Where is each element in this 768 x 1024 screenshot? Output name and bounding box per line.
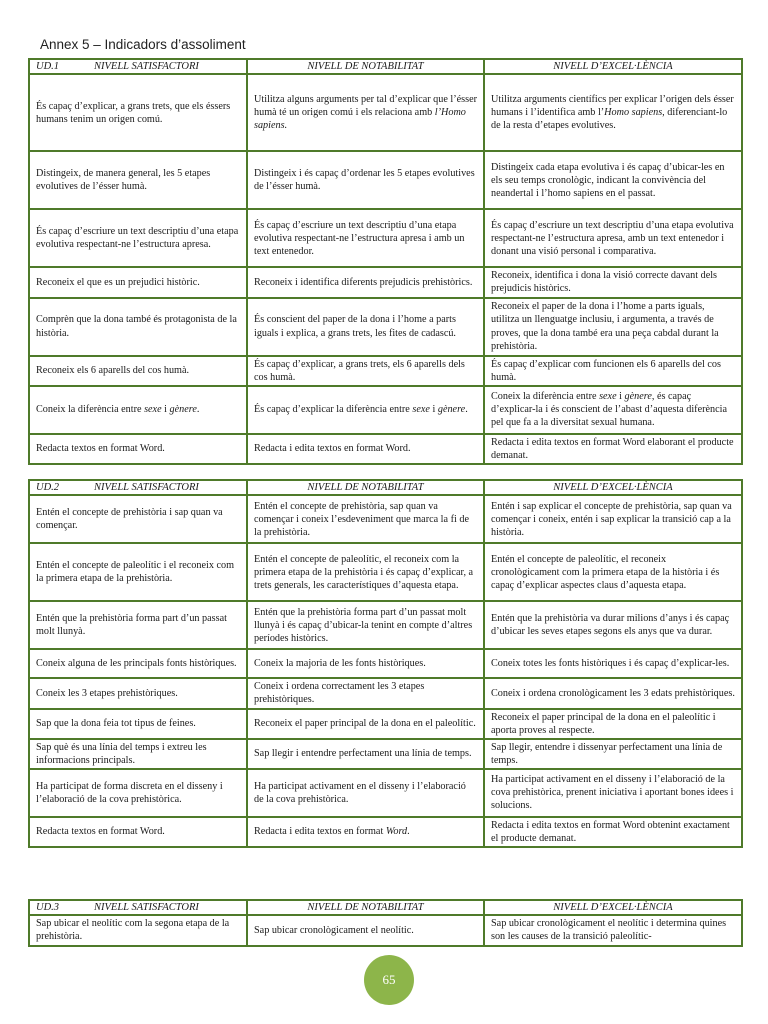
table-cell: Coneix la diferència entre sexe i gènere. [29, 386, 247, 434]
table-row [29, 601, 742, 649]
table-cell: Sap llegir i entendre perfectament una línia de temps. [247, 739, 484, 769]
table-row [29, 74, 742, 151]
table-cell: És capaç d’escriure un text descriptiu d’una etapa evolutiva respectant-ne l’estructura apresa. [29, 209, 247, 267]
table-cell: Entén el concepte de prehistòria i sap quan va començar. [29, 495, 247, 543]
rubric-table-ud1 [28, 58, 743, 465]
table-cell: Utilitza arguments científics per explicar l’origen dels ésser humans i l’identifica amb l’Homo sapiens, diferenciant-lo de la resta d’etapes evolutives. [484, 74, 742, 151]
table-cell: Redacta textos en format Word. [29, 434, 247, 464]
table-cell: Redacta i edita textos en format Word. [247, 434, 484, 464]
table-cell: Coneix i ordena cronològicament les 3 edats prehistòriques. [484, 678, 742, 708]
unit-label: UD.3 [36, 902, 60, 913]
unit-label: UD.1 [36, 61, 60, 72]
table-cell: Entén el concepte de paleolític i el reconeix com la primera etapa de la prehistòria. [29, 543, 247, 601]
table-cell: Entén que la prehistòria va durar milions d’anys i és capaç d’ubicar les seves etapes segons els anys que va durar. [484, 601, 742, 649]
header-row [29, 59, 742, 74]
table-cell: Entén que la prehistòria forma part d’un passat molt llunyà i és capaç d’ubicar-la tenint en compte d’altres períodes històrics. [247, 601, 484, 649]
column-header [29, 59, 247, 74]
table-row [29, 769, 742, 817]
table-row [29, 298, 742, 356]
table-row [29, 678, 742, 708]
table-cell: Reconeix el que es un prejudici històric. [29, 267, 247, 297]
table-cell: És capaç d’escriure un text descriptiu d’una etapa evolutiva respectant-ne l’estructura apresa, amb un text entenedor i donant una visió personal i comparativa. [484, 209, 742, 267]
table-cell: Redacta textos en format Word. [29, 817, 247, 847]
table-cell: Utilitza alguns arguments per tal d’explicar que l’ésser humà té un origen comú i els relaciona amb l’Homo sapiens. [247, 74, 484, 151]
table-row [29, 709, 742, 739]
table-cell: És capaç d’explicar com funcionen els 6 aparells del cos humà. [484, 356, 742, 386]
table-cell: Comprèn que la dona també és protagonista de la història. [29, 298, 247, 356]
table-cell: Reconeix el paper principal de la dona en el paleolític. [247, 709, 484, 739]
table-cell: Ha participat activament en el disseny i l’elaboració de la cova prehistòrica. [247, 769, 484, 817]
table-cell: Sap ubicar el neolític com la segona etapa de la prehistòria. [29, 915, 247, 945]
table-row [29, 209, 742, 267]
table-cell: Sap ubicar cronològicament el neolític i determina quines son les causes de la transició paleolític- [484, 915, 742, 945]
table-cell: Sap ubicar cronològicament el neolític. [247, 915, 484, 945]
table-row [29, 151, 742, 209]
table-row [29, 739, 742, 769]
header-row [29, 480, 742, 495]
table-row [29, 434, 742, 464]
table-row [29, 356, 742, 386]
table-cell: Ha participat activament en el disseny i l’elaboració de la cova prehistòrica, prenent iniciativa i aportant bones idees i solucions. [484, 769, 742, 817]
table-row [29, 267, 742, 297]
column-header [29, 480, 247, 495]
table-row [29, 915, 742, 945]
rubric-table-ud2 [28, 479, 743, 848]
table-cell: Distingeix i és capaç d’ordenar les 5 etapes evolutives de l’ésser humà. [247, 151, 484, 209]
page-heading: Annex 5 – Indicadors d’assoliment [40, 37, 246, 52]
column-header: NIVELL DE NOTABILITAT [247, 59, 484, 74]
table-cell: És capaç d’explicar, a grans trets, que els éssers humans tenim un origen comú. [29, 74, 247, 151]
column-header: NIVELL DE NOTABILITAT [247, 480, 484, 495]
table-cell: Sap que la dona feia tot tipus de feines. [29, 709, 247, 739]
table-cell: És capaç d’explicar la diferència entre sexe i gènere. [247, 386, 484, 434]
table-cell: Entén i sap explicar el concepte de prehistòria, sap quan va començar i coneix, entén i sap explicar la transició cap a la història. [484, 495, 742, 543]
column-header [29, 900, 247, 915]
column-header-label: NIVELL SATISFACTORI [94, 482, 199, 493]
table-cell: Ha participat de forma discreta en el disseny i l’elaboració de la cova prehistòrica. [29, 769, 247, 817]
table-cell: Reconeix el paper de la dona i l’home a parts iguals, utilitza un llenguatge inclusiu, i argumenta, a través de proves, que la dona també era una peça cabdal durant la prehistòria. [484, 298, 742, 356]
table-cell: Redacta i edita textos en format Word obtenint exactament el producte demanat. [484, 817, 742, 847]
table-cell: Coneix les 3 etapes prehistòriques. [29, 678, 247, 708]
table-cell: Coneix la majoria de les fonts històriques. [247, 649, 484, 678]
table-cell: Redacta i edita textos en format Word elaborant el producte demanat. [484, 434, 742, 464]
table-cell: És capaç d’explicar, a grans trets, els 6 aparells dels cos humà. [247, 356, 484, 386]
table-row [29, 817, 742, 847]
table-cell: Entén el concepte de prehistòria, sap quan va començar i coneix l’esdeveniment que marca la fi de la prehistòria. [247, 495, 484, 543]
column-header: NIVELL D’EXCEL·LÈNCIA [484, 480, 742, 495]
table-cell: Reconeix els 6 aparells del cos humà. [29, 356, 247, 386]
rubric-table-ud3 [28, 899, 743, 947]
page-number-badge: 65 [364, 955, 414, 1005]
table-cell: Entén que la prehistòria forma part d’un passat molt llunyà. [29, 601, 247, 649]
unit-label: UD.2 [36, 482, 60, 493]
table-cell: Reconeix, identifica i dona la visió correcte davant dels prejudicis històrics. [484, 267, 742, 297]
column-header: NIVELL DE NOTABILITAT [247, 900, 484, 915]
table-cell: Reconeix i identifica diferents prejudicis prehistòrics. [247, 267, 484, 297]
table-cell: Sap què és una línia del temps i extreu les informacions principals. [29, 739, 247, 769]
column-header: NIVELL D’EXCEL·LÈNCIA [484, 900, 742, 915]
table-cell: Coneix la diferència entre sexe i gènere, és capaç d’explicar-la i és conscient de l’abast d’aquesta diferència pel que fa a la diversitat sexual humana. [484, 386, 742, 434]
table-row [29, 386, 742, 434]
column-header: NIVELL D’EXCEL·LÈNCIA [484, 59, 742, 74]
table-cell: Coneix totes les fonts històriques i és capaç d’explicar-les. [484, 649, 742, 678]
header-row [29, 900, 742, 915]
column-header-label: NIVELL SATISFACTORI [94, 61, 199, 72]
table-cell: Redacta i edita textos en format Word. [247, 817, 484, 847]
table-cell: Coneix alguna de les principals fonts històriques. [29, 649, 247, 678]
table-cell: Reconeix el paper principal de la dona en el paleolític i aporta proves al respecte. [484, 709, 742, 739]
table-cell: Entén el concepte de paleolític, el reconeix cronològicament com la primera etapa de la història i és capaç d’explicar aspectes claus d’aquesta etapa. [484, 543, 742, 601]
table-row [29, 649, 742, 678]
column-header-label: NIVELL SATISFACTORI [94, 902, 199, 913]
table-cell: És capaç d’escriure un text descriptiu d’una etapa evolutiva respectant-ne l’estructura apresa i amb un text entenedor. [247, 209, 484, 267]
table-cell: És conscient del paper de la dona i l’home a parts iguals i explica, a grans trets, les fites de cadascú. [247, 298, 484, 356]
table-cell: Entén el concepte de paleolític, el reconeix com la primera etapa de la prehistòria i és capaç d’explicar, a trets generals, les característiques d’aquesta etapa. [247, 543, 484, 601]
table-cell: Distingeix cada etapa evolutiva i és capaç d’ubicar-les en els seu temps cronològic, indicant la convivència del neandertal i l’homo sapiens en el passat. [484, 151, 742, 209]
table-cell: Coneix i ordena correctament les 3 etapes prehistòriques. [247, 678, 484, 708]
table-row [29, 495, 742, 543]
table-row [29, 543, 742, 601]
table-cell: Distingeix, de manera general, les 5 etapes evolutives de l’ésser humà. [29, 151, 247, 209]
table-cell: Sap llegir, entendre i dissenyar perfectament una línia de temps. [484, 739, 742, 769]
